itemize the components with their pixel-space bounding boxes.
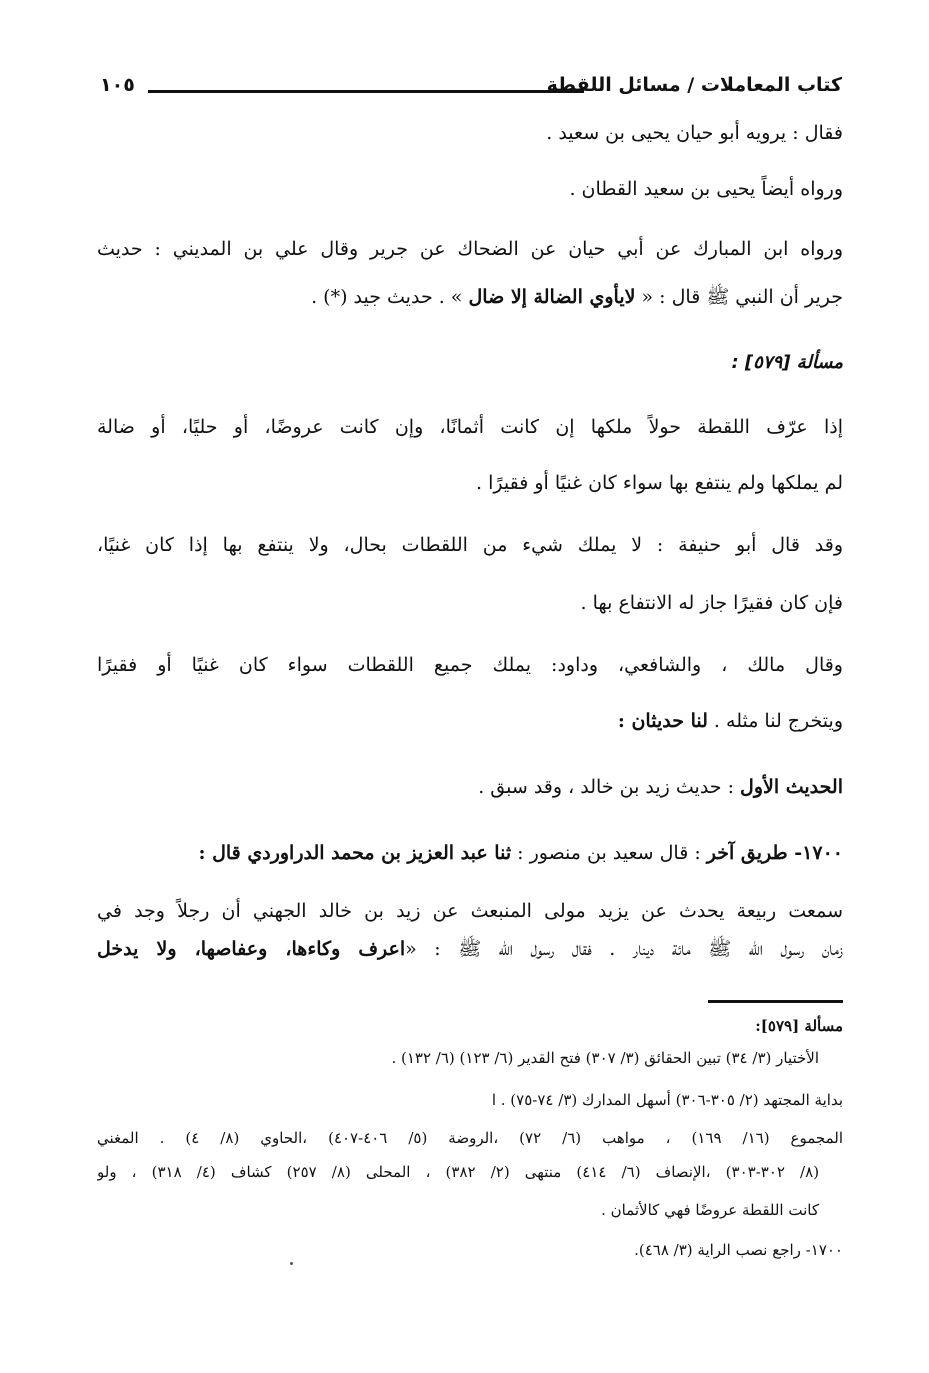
- body-line-11-rest: : حديث زيد بن خالد ، وقد سبق .: [478, 776, 741, 798]
- page-number: ١٠٥: [100, 74, 135, 96]
- body-line-10-bold: لنا حديثان :: [617, 710, 708, 732]
- body-line-14: [97, 934, 843, 964]
- body-line-4-end: » . حديث جيد (*) .: [311, 286, 469, 308]
- header-title: كتاب المعاملات / مسائل اللقطة: [546, 74, 842, 96]
- footnote-line-6: ١٧٠٠- راجع نصب الراية (٣/ ٤٦٨).: [634, 1241, 843, 1259]
- body-line-7: وقد قال أبو حنيفة : لا يملك شيء من اللقطات بحال، ولا ينتفع بها إذا كان غنيًا،: [97, 534, 843, 556]
- first-hadith-label: الحديث الأول: [740, 776, 843, 798]
- footnote-line-4: (٨/ ٣٠٢-٣٠٣) ،الإنصاف (٦/ ٤١٤) منتهى (٢/ ٣٨٢) ، المحلى (٨/ ٢٥٧) كشاف (٤/ ٣١٨) ، ولو: [97, 1163, 819, 1181]
- body-line-14-start: زمان رسول الله ﷺ مائة دينار . فقال رسول الله ﷺ : «: [405, 938, 843, 960]
- body-line-14-quote: اعرف وكاءها، وعفاصها، ولا يدخل: [97, 938, 406, 960]
- hadith-quote: لايأوي الضالة إلا ضال: [468, 286, 636, 308]
- footnote-line-1: الأختيار (٣/ ٣٤) تبين الحقائق (٣/ ٣٠٧) فتح القدير (٦/ ١٢٣) (٦/ ١٣٢) .: [391, 1049, 819, 1067]
- running-header: [100, 72, 842, 102]
- body-line-6: لم يملكها ولم ينتفع بها سواء كان غنيًا أو فقيرًا .: [476, 472, 843, 494]
- body-line-4-start: جرير أن النبي ﷺ قال : «: [635, 286, 843, 308]
- footnote-line-3: المجموع (١٦/ ١٦٩) ، مواهب (٦/ ٧٢) ،الروضة (٥/ ٤٠٦-٤٠٧) ،الحاوي (٨/ ٤) . المغني: [97, 1129, 843, 1147]
- body-line-3: ورواه ابن المبارك عن أبي حيان عن الضحاك عن جرير وقال علي بن المديني : حديث: [97, 238, 843, 260]
- hadith-number-1700: ١٧٠٠- طريق آخر: [706, 842, 843, 864]
- body-line-4: [97, 282, 843, 312]
- footnote-line-5: كانت اللقطة عروضًا فهي كالأثمان .: [601, 1201, 819, 1219]
- body-line-13: سمعت ربيعة يحدث عن يزيد مولى المنبعث عن زيد بن خالد الجهني أن رجلاً وجد في: [97, 900, 843, 922]
- section-heading: مسألة [٥٧٩] :: [731, 352, 843, 373]
- body-line-9: وقال مالك ، والشافعي، وداود: يملك جميع اللقطات سواء كان غنيًا أو فقيرًا: [97, 654, 843, 676]
- body-line-10: [97, 706, 843, 736]
- body-line-2: ورواه أيضاً يحيى بن سعيد القطان .: [569, 178, 843, 200]
- body-line-12: [97, 838, 843, 868]
- body-line-11: [97, 772, 843, 802]
- scan-speck: [290, 1262, 293, 1265]
- footnote-line-2: بداية المجتهد (٢/ ٣٠٥-٣٠٦) أسهل المدارك (٣/ ٧٤-٧٥) . ا: [491, 1091, 843, 1109]
- body-line-5: إذا عرّف اللقطة حولاً ملكها إن كانت أثمانًا، وإن كانت عروضًا، أو حليًا، أو ضالة: [97, 416, 843, 438]
- body-line-12-bold: ثنا عبد العزيز بن محمد الدراوردي قال :: [198, 842, 512, 864]
- footnote-heading: مسألة [٥٧٩]:: [755, 1017, 843, 1035]
- body-line-8: فإن كان فقيرًا جاز له الانتفاع بها .: [580, 592, 843, 614]
- body-line-1: فقال : يرويه أبو حيان يحيى بن سعيد .: [546, 122, 843, 144]
- body-line-10-start: ويتخرج لنا مثله .: [707, 710, 843, 732]
- footnote-rule: [708, 1000, 843, 1003]
- body-line-12-mid: : قال سعيد بن منصور :: [511, 842, 707, 864]
- header-rule: [148, 90, 584, 93]
